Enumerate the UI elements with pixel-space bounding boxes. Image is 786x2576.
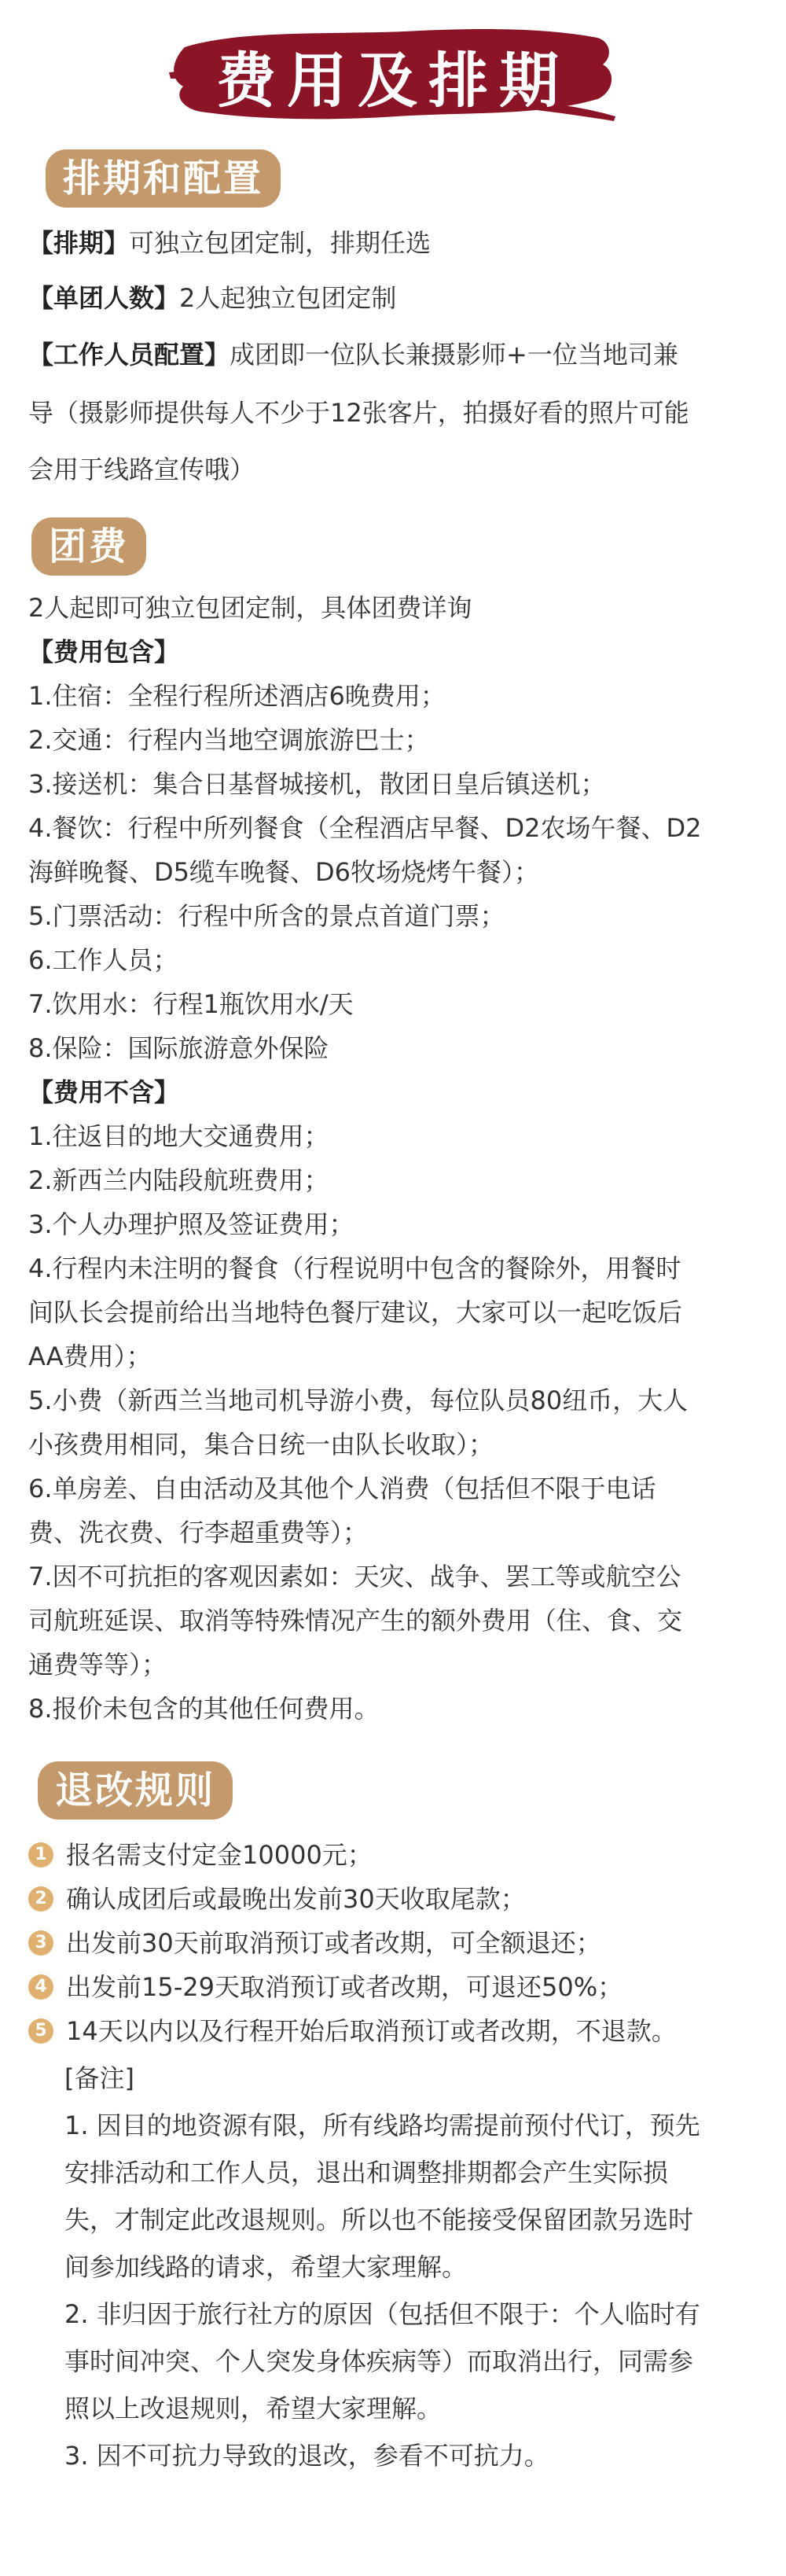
refund-rule-5: 5 14天以内以及行程开始后取消预订或者改期，不退款。 [28,2013,767,2049]
fee-excluded-3: 3.个人办理护照及签证费用； [28,1209,354,1239]
schedule-line-1: 【排期】可独立包团定制，排期任选 [28,228,432,258]
fee-excluded-6a: 6.单房差、自由活动及其他个人消费（包括但不限于电话 [28,1474,656,1503]
number-badge-icon: 3 [28,1930,53,1956]
fee-excluded-5a: 5.小费（新西兰当地司机导游小费，每位队员80纽币，大人 [28,1386,689,1415]
schedule-line-2: 【单团人数】2人起独立包团定制 [28,283,397,313]
fee-included-8: 8.保险：国际旅游意外保险 [28,1033,329,1063]
number-badge-icon: 1 [28,1842,53,1868]
fee-included-1: 1.住宿：全程行程所述酒店6晚费用； [28,681,446,711]
refund-rule-3: 3 出发前30天前取消预订或者改期，可全额退还； [28,1925,767,1961]
title-banner [0,0,786,138]
fee-excluded-7a: 7.因不可抗拒的客观因素如：天灾、战争、罢工等或航空公 [28,1562,681,1592]
number-badge-icon: 4 [28,1974,53,2000]
fee-included-3: 3.接送机：集合日基督城接机，散团日皇后镇送机； [28,769,606,799]
refund-rule-2: 2 确认成团后或最晚出发前30天收取尾款； [28,1881,767,1917]
fee-included-7: 7.饮用水：行程1瓶饮用水/天 [28,989,354,1019]
schedule-line-4: 导（摄影师提供每人不少于12张客片，拍摄好看的照片可能 [28,398,689,428]
fee-line-intro: 2人起即可独立包团定制，具体团费详询 [28,593,472,623]
fee-excluded-4b: 间队长会提前给出当地特色餐厅建议，大家可以一起吃饭后 [28,1297,683,1327]
fee-included-6: 6.工作人员； [28,945,178,975]
fee-excluded-8: 8.报价未包含的其他任何费用。 [28,1694,380,1724]
fee-included-heading: 【费用包含】 [28,637,180,667]
fee-included-5: 5.门票活动：行程中所含的景点首道门票； [28,901,505,931]
refund-note-line: 安排活动和工作人员，退出和调整排期都会产生实际损 [64,2158,669,2188]
schedule-line-5: 会用于线路宣传哦） [28,454,255,484]
refund-note-line: 3. 因不可抗力导致的退改，参看不可抗力。 [64,2441,549,2471]
refund-note-line: 1. 因目的地资源有限，所有线路均需提前预付代订，预先 [64,2110,700,2140]
fee-included-4a: 4.餐饮：行程中所列餐食（全程酒店早餐、D2农场午餐、D2 [28,813,702,843]
fee-excluded-2: 2.新西兰内陆段航班费用； [28,1165,329,1195]
page-title: 费用及排期 [216,46,570,116]
refund-note-line: 事时间冲突、个人突发身体疾病等）而取消出行，同需参 [64,2346,694,2376]
fee-included-2: 2.交通：行程内当地空调旅游巴士； [28,725,430,755]
refund-note-line: 照以上改退规则，希望大家理解。 [64,2394,443,2423]
fee-excluded-1: 1.往返目的地大交通费用； [28,1121,329,1151]
fee-included-4b: 海鲜晚餐、D5缆车晚餐、D6牧场烧烤午餐）； [28,857,540,887]
section-heading-refund: 退改规则 [38,1761,233,1820]
schedule-line-3: 【工作人员配置】成团即一位队长兼摄影师+一位当地司兼 [28,340,678,370]
refund-rule-4: 4 出发前15-29天取消预订或者改期，可退还50%； [28,1969,767,2005]
refund-note-line: 失，才制定此改退规则。所以也不能接受保留团款另选时 [64,2205,694,2235]
refund-rule-1: 1 报名需支付定金10000元； [28,1837,767,1873]
fee-excluded-4c: AA费用）； [28,1341,152,1371]
fee-excluded-7b: 司航班延误、取消等特殊情况产生的额外费用（住、食、交 [28,1606,683,1636]
number-badge-icon: 2 [28,1886,53,1912]
fee-excluded-heading: 【费用不含】 [28,1077,180,1107]
refund-note-heading: [备注] [64,2063,134,2093]
refund-note-line: 2. 非归因于旅行社方的原因（包括但不限于：个人临时有 [64,2299,700,2329]
fee-excluded-4a: 4.行程内未注明的餐食（行程说明中包含的餐除外，用餐时 [28,1253,681,1283]
refund-note-line: 间参加线路的请求，希望大家理解。 [64,2252,468,2282]
number-badge-icon: 5 [28,2018,53,2044]
fee-excluded-5b: 小孩费用相同，集合日统一由队长收取）； [28,1430,494,1459]
fee-excluded-6b: 费、洗衣费、行李超重费等）； [28,1518,369,1547]
section-heading-schedule: 排期和配置 [46,149,281,208]
section-heading-fee: 团费 [31,517,146,576]
fee-excluded-7c: 通费等等）； [28,1650,167,1680]
